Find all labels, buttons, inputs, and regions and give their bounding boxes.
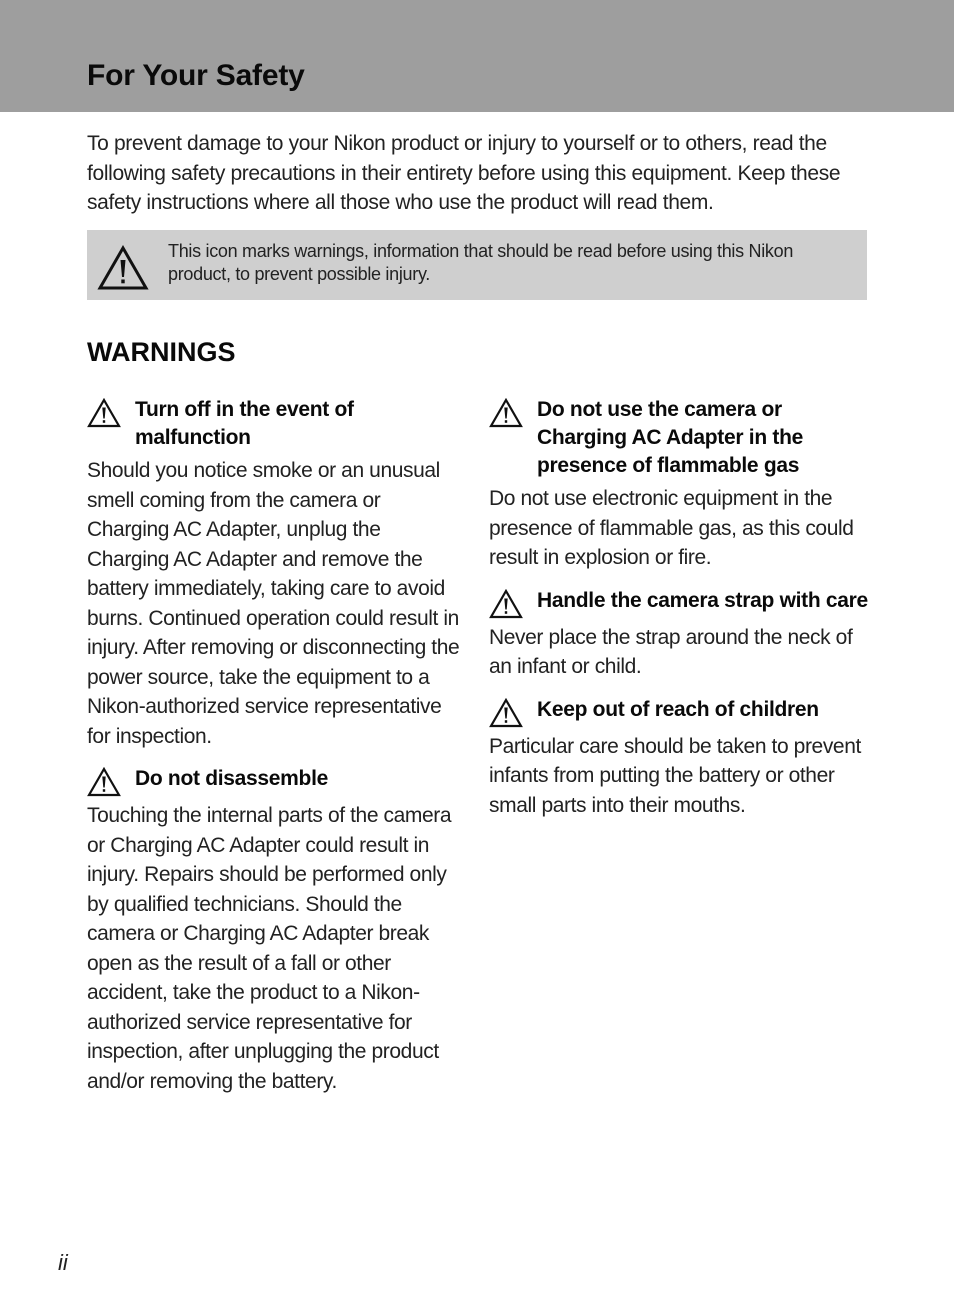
warning-body: Particular care should be taken to prevent infants from putting the battery or other small parts into their mouths. — [489, 734, 861, 817]
warning-title: Do not disassemble — [135, 767, 328, 790]
warning-triangle-icon — [87, 398, 121, 428]
warning-body: Never place the strap around the neck of an infant or child. — [489, 625, 853, 678]
header-band — [0, 0, 954, 112]
warning-heading — [87, 396, 467, 452]
warning-body: Touching the internal parts of the camera or Charging AC Adapter could result in injury. Repairs should be performed only by qualified technicians. Should the camera or Charging AC Adapter break open as the result of a fall or other accident, take the product to a Nikon-authorized service representative for inspection, after unplugging the product and/or removing the battery. — [87, 804, 452, 1093]
warning-title: Handle the camera strap with care — [537, 588, 868, 612]
warning-heading — [87, 765, 467, 797]
warnings-column-right — [489, 396, 874, 834]
warning-title: Keep out of reach of children — [537, 697, 819, 721]
warning-triangle-icon — [489, 698, 523, 728]
warning-heading — [489, 587, 874, 619]
warning-title: Turn off in the event of malfunction — [135, 398, 354, 449]
warning-body: Should you notice smoke or an unusual smell coming from the camera or Charging AC Adapter, unplug the Charging AC Adapter and remove the battery immediately, taking care to avoid burns. Continued operation could result in injury. After removing or disconnecting the power source, take the equipment to a Nikon-authorized service representative for inspection. — [87, 459, 460, 748]
page-number: ii — [58, 1250, 68, 1275]
notice-box — [87, 230, 867, 300]
warning-item — [87, 765, 467, 1096]
warning-item — [489, 696, 874, 821]
warnings-column-left — [87, 396, 467, 1110]
warning-triangle-icon — [87, 767, 121, 797]
warning-heading — [489, 396, 874, 480]
warning-triangle-icon — [489, 589, 523, 619]
page-title: For Your Safety — [87, 59, 305, 92]
warnings-heading: WARNINGS — [87, 337, 236, 367]
warning-title: Do not use the camera or Charging AC Adapter in the presence of flammable gas — [537, 398, 803, 477]
warning-triangle-icon — [489, 398, 523, 428]
warning-item — [489, 587, 874, 682]
notice-text: This icon marks warnings, information that should be read before using this Nikon product, to prevent possible injury. — [168, 241, 794, 284]
warning-heading — [489, 696, 874, 728]
warning-triangle-icon — [97, 245, 149, 291]
intro-paragraph: To prevent damage to your Nikon product or injury to yourself or to others, read the following safety precautions in their entirety before using this equipment. Keep these safety instructions where all those who use the product will read them. — [87, 132, 841, 214]
warning-item — [489, 396, 874, 573]
warning-body: Do not use electronic equipment in the presence of flammable gas, as this could result in explosion or fire. — [489, 487, 854, 569]
warning-item — [87, 396, 467, 751]
